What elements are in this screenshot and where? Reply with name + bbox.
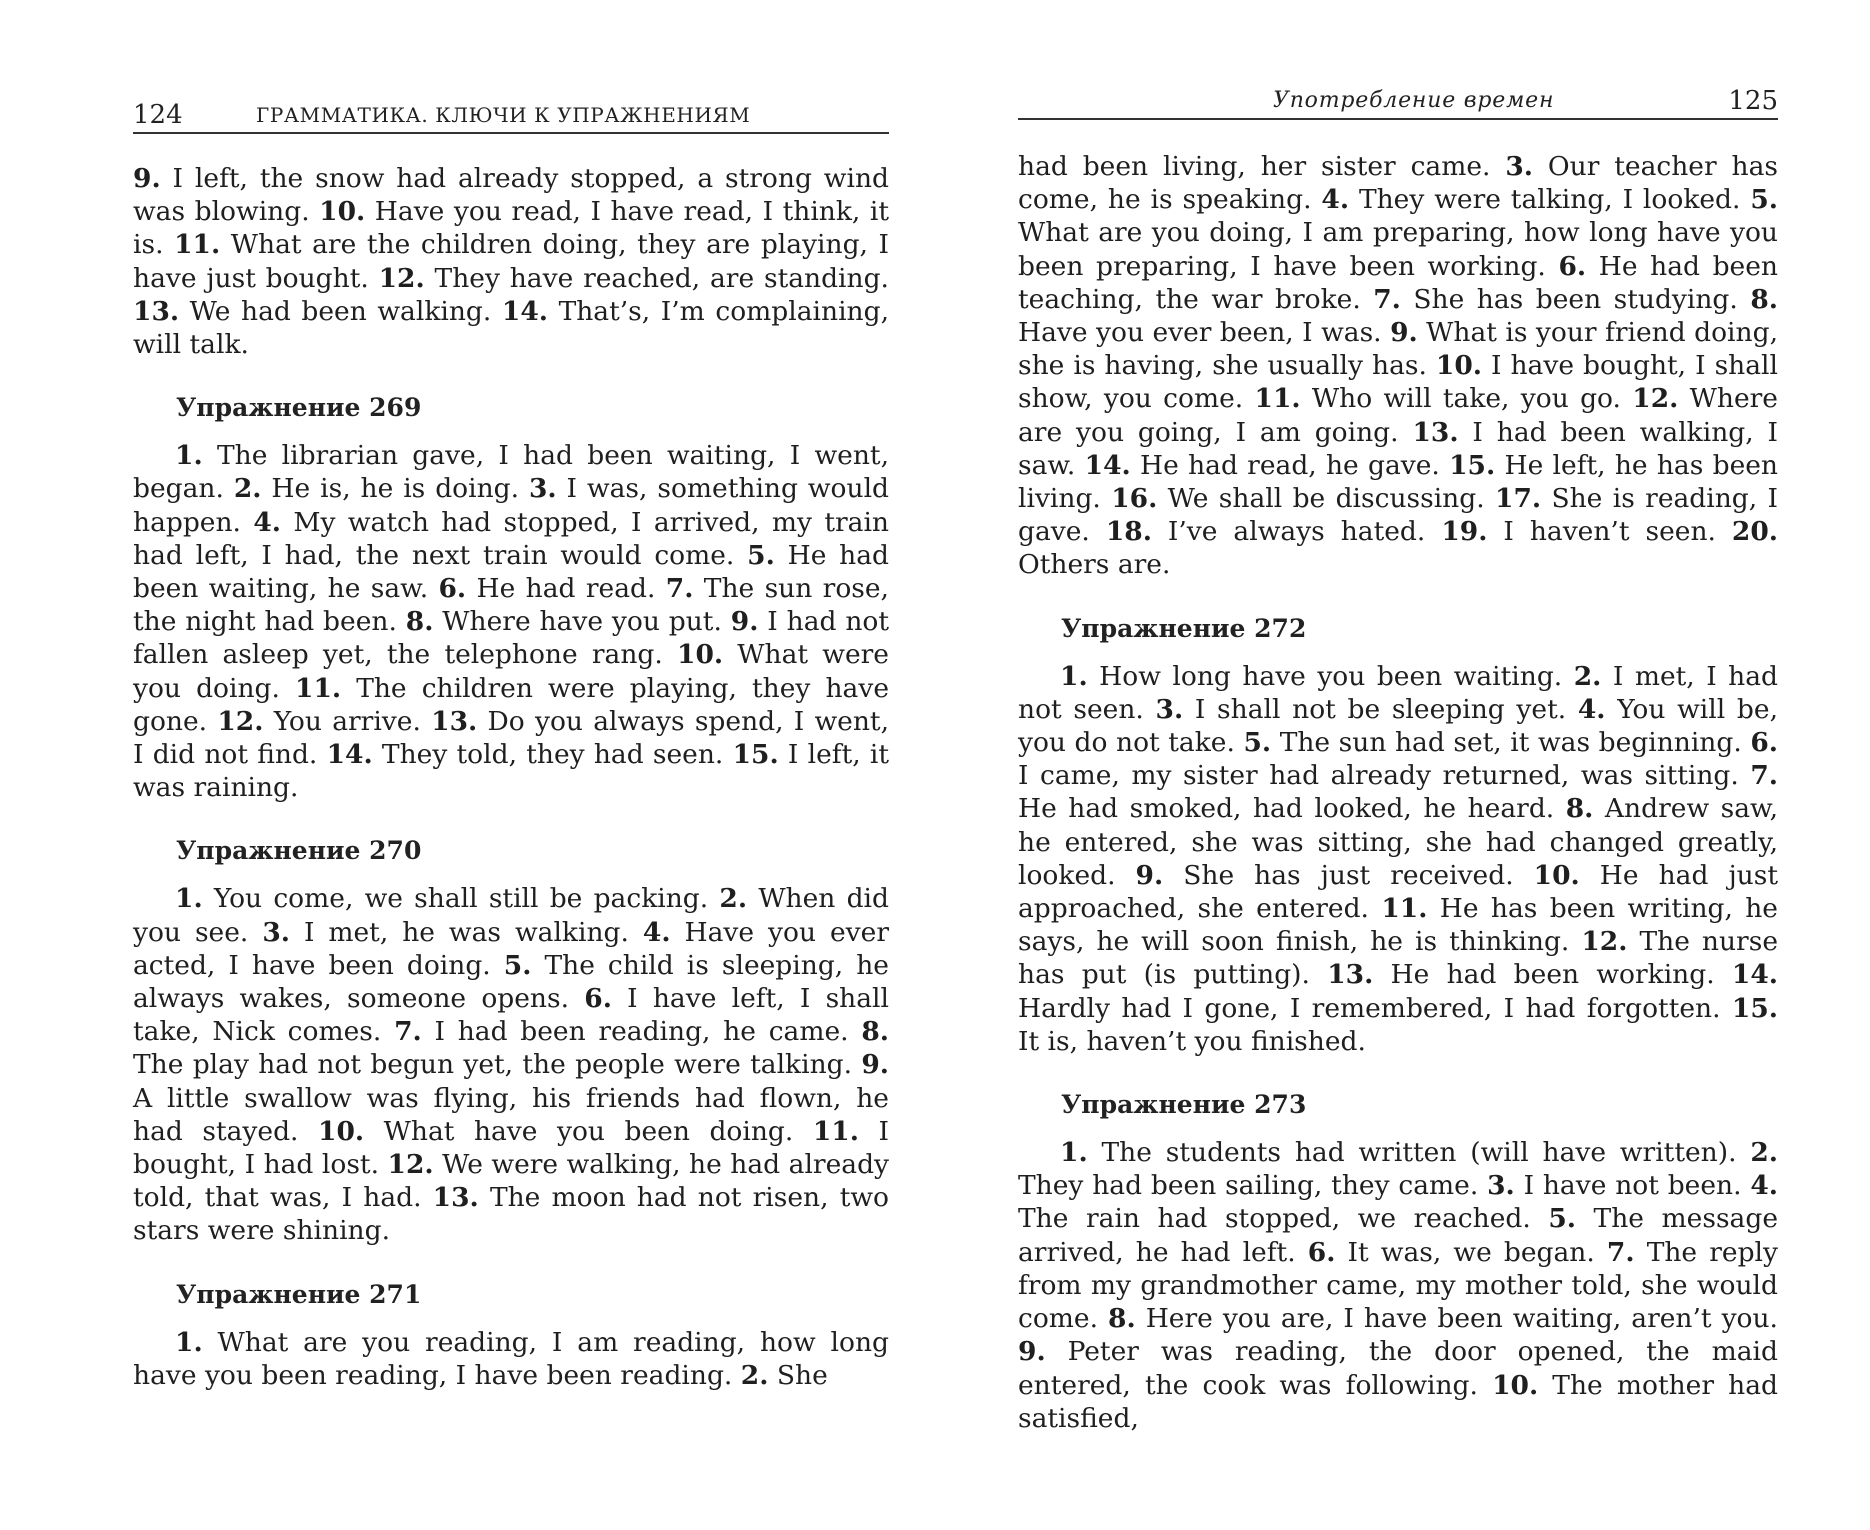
item-text: They were talking, I looked. [1349,184,1751,216]
item-number: 2. [233,473,262,505]
item-number: 7. [1606,1236,1635,1268]
exercise-answers [1018,1136,1778,1435]
item-text: He had read. [466,573,666,605]
item-number: 2. [719,883,748,915]
item-number: 15. [1449,449,1496,481]
item-number: 6. [438,573,467,605]
item-number: 8. [1750,283,1778,315]
item-text: A little swallow was flying, his friends had flown, he had stayed. [133,1082,889,1147]
item-number: 8. [1108,1303,1136,1335]
item-text: The nurse has put (is putting). [1018,926,1778,991]
exercise-title: Упражнение 270 [176,836,422,866]
item-text: He had smoked, had looked, he heard. [1018,793,1566,825]
item-text: I met, he was walking. [289,916,643,948]
item-number: 19. [1441,516,1488,548]
item-text: Have you ever been, I was. [1018,317,1391,349]
item-text: I shall not be sleeping yet. [1183,693,1578,725]
exercise-block [1018,1088,1778,1435]
item-number: 1. [175,440,203,472]
item-text: Others are. [1018,549,1171,581]
item-number: 14. [1731,959,1778,991]
item-number: 14. [326,739,373,771]
page-number: 125 [1728,86,1778,116]
item-number: 7. [665,573,694,605]
item-text: The librarian gave, I had been waiting, I went, began. [133,440,889,505]
item-number: 3. [262,916,290,948]
item-text: I met, I had not seen. [1018,660,1778,725]
item-text: We shall be discussing. [1157,483,1495,515]
page-number: 124 [133,100,183,130]
item-text: He had just approached, she entered. [1018,859,1778,925]
item-number: 4. [1750,1170,1778,1202]
item-number: 12. [378,262,425,294]
item-text: I had been reading, he came. [421,1016,862,1048]
item-text: She has been studying. [1400,283,1751,315]
exercise-answers [133,882,889,1247]
item-text: Do you always spend, I went, I did not find. [133,705,890,771]
item-text: The sun had set, it was beginning. [1271,727,1751,759]
item-number: 11. [1381,893,1428,925]
item-number: 12. [1581,926,1628,958]
item-text: We had been walking. [179,295,502,327]
item-text: The moon had not risen, two stars were shining. [133,1182,889,1247]
item-number: 1. [175,883,203,915]
item-text: I came, my sister had already returned, was sitting. [1018,760,1751,792]
item-number: 6. [1558,250,1587,282]
item-text: Who will take, you go. [1300,383,1633,415]
item-number: 14. [501,295,548,327]
item-text: The students had written (will have written). [1087,1137,1751,1169]
running-head-title: Употребление времен [1273,88,1555,113]
item-text: The reply from my grandmother came, my mother told, she would come. [1018,1236,1778,1335]
item-number: 15. [1731,992,1778,1024]
item-number: 10. [677,639,724,671]
item-text: We were walking, he had already told, that was, I had. [133,1149,890,1214]
item-number: 6. [1750,727,1778,759]
item-number: 13. [432,1182,479,1214]
exercise-block [133,391,889,804]
item-text: Here you are, I have been waiting, aren’t you. [1135,1303,1778,1335]
continuation-paragraph [1018,150,1778,582]
item-number: 12. [387,1149,434,1181]
item-number: 1. [175,1326,203,1358]
running-head [133,96,889,134]
page-body [133,162,889,1392]
exercise-answers [133,439,889,804]
item-number: 11. [295,672,342,704]
item-number: 10. [1435,350,1483,382]
item-number: 5. [747,539,775,571]
exercise-title: Упражнение 269 [176,393,422,423]
item-text: That’s, I’m complaining, will talk. [133,295,889,361]
item-number: 3. [1487,1170,1515,1202]
item-text: He has been writing, he says, he will soon finish, he is thinking. [1018,893,1778,958]
item-text: You come, we shall still be packing. [202,883,720,915]
item-number: 15. [732,739,779,771]
item-number: 3. [1155,693,1184,725]
continuation-paragraph [133,162,889,361]
item-text: He had been working. [1373,959,1732,991]
exercise-title: Упражнение 271 [176,1279,422,1309]
item-text: She has just received. [1163,859,1534,891]
item-number: 9. [1018,1336,1046,1368]
item-text: They told, they had seen. [372,739,733,771]
item-number: 10. [1492,1369,1539,1401]
item-number: 4. [253,506,282,538]
item-number: 13. [1327,959,1374,991]
item-text: What are you doing, I am preparing, how long have you been preparing, I have been working. [1018,217,1778,282]
item-number: 14. [1084,449,1131,481]
item-number: 11. [174,229,221,261]
item-text: My watch had stopped, I arrived, my train had left, I had, the next train would come. [133,506,889,571]
item-text: It was, we began. [1335,1236,1607,1268]
item-number: 2. [1750,1137,1778,1169]
item-number: 1. [1060,660,1088,692]
exercise-title: Упражнение 272 [1061,613,1307,643]
item-number: 10. [1533,859,1580,891]
item-number: 13. [133,295,180,327]
item-text: What are the children doing, they are playing, I have just bought. [133,229,890,294]
item-text: You arrive. [263,705,432,737]
item-text: What are you reading, I am reading, how long have you been reading, I have been reading. [133,1326,889,1391]
item-number: 9. [1135,859,1164,891]
item-number: 6. [1307,1236,1336,1268]
item-text: I left, it was raining. [133,739,889,804]
item-number: 5. [503,949,532,981]
item-text: You will be, you do not take. [1018,693,1778,759]
item-text: I left, the snow had already stopped, a strong wind was blowing. [133,163,889,228]
item-number: 9. [133,163,161,194]
item-text: Our teacher has come, he is speaking. [1018,151,1778,216]
item-number: 6. [584,983,612,1015]
item-number: 10. [319,196,366,228]
item-number: 5. [1750,184,1778,216]
item-number: 3. [1505,151,1534,182]
item-text: Where are you going, I am going. [1018,383,1778,448]
item-text: The play had not begun yet, the people were talking. [133,1049,862,1081]
item-text: Peter was reading, the door opened, the maid entered, the cook was following. [1018,1336,1778,1401]
item-text: The children were playing, they have gone. [133,672,889,737]
item-text: I bought, I had lost. [133,1115,889,1181]
item-number: 9. [861,1049,889,1081]
item-number: 5. [1243,727,1272,759]
exercise-title: Упражнение 273 [1061,1090,1307,1120]
item-text: I had not fallen asleep yet, the telephone rang. [133,606,890,671]
item-number: 2. [740,1359,769,1391]
item-text: He is, he is doing. [261,473,529,505]
item-number: 3. [528,473,557,505]
item-number: 13. [431,705,478,737]
item-number: 16. [1111,483,1158,515]
item-text: The sun rose, the night had been. [133,573,889,638]
running-head [1018,82,1778,120]
item-text: They had been sailing, they came. [1018,1170,1488,1202]
item-text: She [768,1359,828,1391]
item-number: 13. [1412,416,1459,448]
item-number: 8. [861,1016,890,1048]
item-text: He had been teaching, the war broke. [1018,250,1778,315]
running-head-title: ГРАММАТИКА. КЛЮЧИ К УПРАЖНЕНИЯМ [256,103,751,127]
item-text: They have reached, are standing. [424,262,889,294]
item-text: Have you ever acted, I have been doing. [133,916,890,981]
exercise-block [133,834,889,1247]
item-text: The child is sleeping, he always wakes, someone opens. [133,949,889,1015]
item-text: Where have you put. [433,606,731,638]
item-number: 5. [1548,1203,1576,1235]
item-number: 1. [1060,1137,1088,1169]
item-text: The message arrived, he had left. [1018,1203,1779,1268]
item-text: What were you doing. [133,639,889,704]
item-text: He had read, he gave. [1130,449,1450,481]
item-text: It is, haven’t you finished. [1018,1025,1366,1057]
item-number: 9. [730,606,759,638]
item-number: 4. [1577,693,1606,725]
item-text: I was, something would happen. [133,473,890,538]
item-text: had been living, her sister came. [1018,151,1506,182]
exercise-block [133,1278,889,1392]
exercise-block [1018,612,1778,1058]
item-number: 9. [1390,317,1418,349]
item-number: 20. [1731,516,1779,548]
item-number: 11. [1254,383,1301,415]
item-number: 2. [1573,660,1602,692]
item-number: 10. [318,1115,365,1147]
item-number: 12. [1632,383,1679,415]
item-number: 4. [642,916,671,948]
item-number: 17. [1495,483,1542,515]
item-number: 11. [812,1115,859,1147]
item-text: What is your friend doing, she is having, she usually has. [1018,317,1778,382]
item-text: What have you been doing. [364,1115,813,1147]
item-number: 8. [405,606,434,638]
item-text: When did you see. [133,883,890,948]
item-number: 8. [1565,793,1594,825]
exercise-answers [1018,660,1778,1058]
item-number: 4. [1321,184,1350,216]
item-text: He had been waiting, he saw. [133,539,889,605]
item-text: Have you read, I have read, I think, it is. [133,196,889,261]
item-text: I’ve always hated. [1151,516,1442,548]
item-number: 7. [1373,283,1401,315]
item-number: 12. [217,705,264,737]
item-number: 7. [1750,760,1778,792]
item-text: I have not been. [1514,1170,1751,1202]
item-text: Hardly had I gone, I remembered, I had forgotten. [1018,992,1732,1024]
item-number: 7. [394,1016,422,1048]
item-text: The rain had stopped, we reached. [1018,1203,1549,1235]
page-body [1018,150,1778,1435]
item-text: The mother had satisfied, [1018,1369,1778,1434]
item-text: How long have you been waiting. [1087,660,1574,692]
item-text: She is reading, I gave. [1018,483,1779,548]
item-text: Andrew saw, he entered, she was sitting, she had changed greatly, looked. [1018,793,1778,891]
item-text: I have left, I shall take, Nick comes. [133,983,890,1048]
item-number: 18. [1105,516,1152,548]
item-text: I have bought, I shall show, you come. [1018,350,1778,415]
item-text: He left, he has been living. [1018,449,1778,515]
item-text: I had been walking, I saw. [1018,416,1778,481]
item-text: I haven’t seen. [1487,516,1732,548]
exercise-answers [133,1326,889,1392]
